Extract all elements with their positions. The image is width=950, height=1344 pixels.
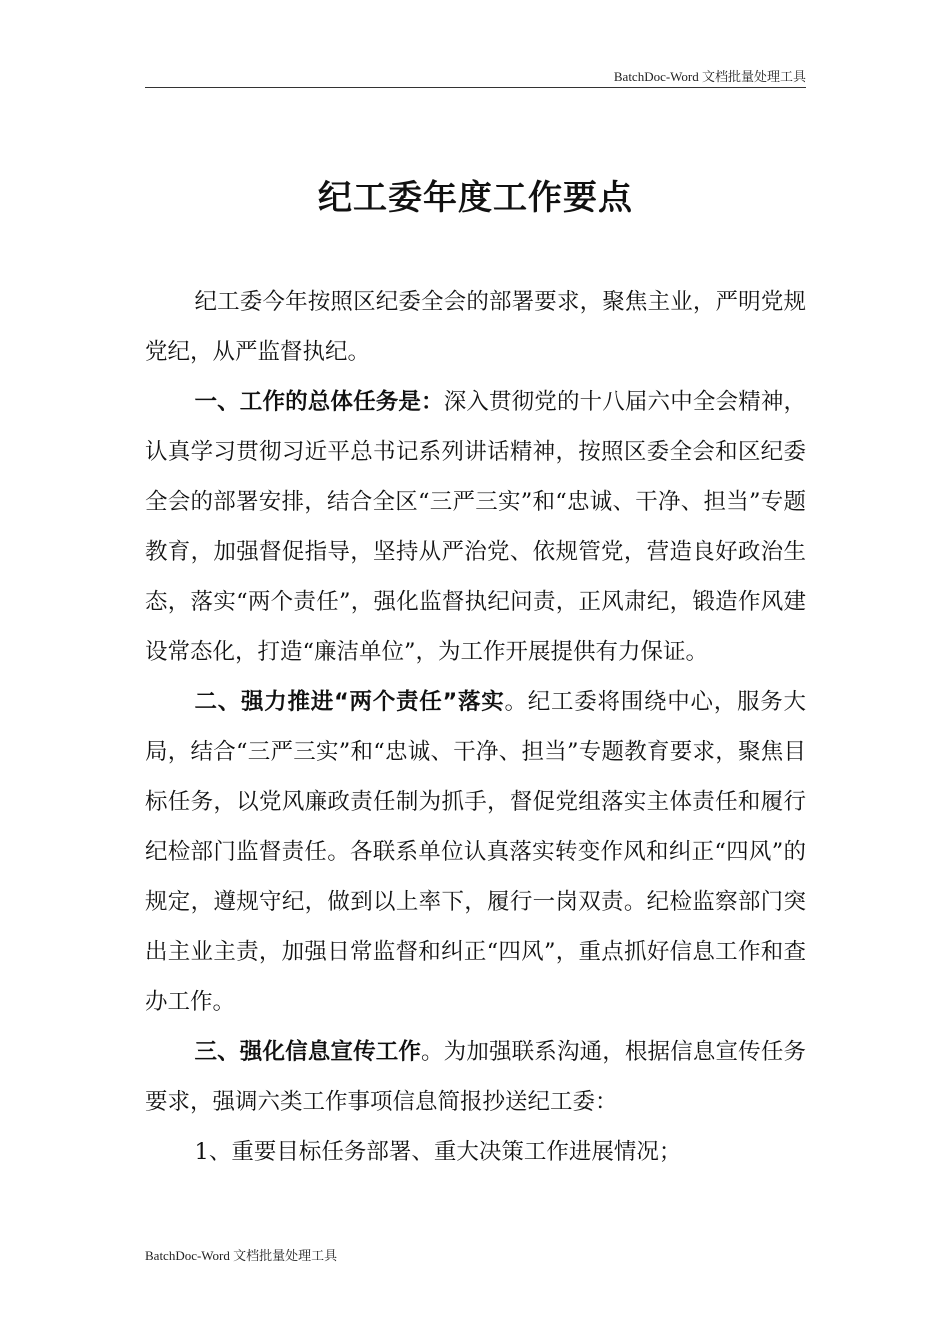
page-footer: BatchDoc-Word 文档批量处理工具 xyxy=(145,1248,338,1263)
list-item-1-paragraph xyxy=(145,1127,806,1177)
section-1-paragraph xyxy=(145,377,806,677)
section-1-heading: 一、工作的总体任务是： xyxy=(194,389,444,415)
section-2-text: 。纪工委将围绕中心，服务大局，结合“三严三实”和“忠诚、干净、担当”专题教育要求，聚焦目标任务，以党风廉政责任制为抓手，督促党组落实主体责任和履行纪检部门监督责任。各联系单位认真落实转变作风和纠正“四风”的规定，遵规守纪，做到以上率下，履行一岗双责。纪检监察部门突出主业主责，加强日常监督和纠正“四风”，重点抓好信息工作和查办工作。 xyxy=(145,689,806,1015)
header-rule xyxy=(145,87,806,88)
section-3-heading: 三、强化信息宣传工作 xyxy=(194,1039,422,1065)
document-body xyxy=(145,277,806,1177)
document-title: 纪工委年度工作要点 xyxy=(318,178,633,218)
page-header: BatchDoc-Word 文档批量处理工具 xyxy=(613,69,806,84)
section-2-paragraph xyxy=(145,677,806,1027)
section-2-heading: 二、强力推进“两个责任”落实 xyxy=(194,689,505,715)
section-3-paragraph xyxy=(145,1027,806,1127)
section-3-text: 。为加强联系沟通，根据信息宣传任务要求，强调六类工作事项信息简报抄送纪工委： xyxy=(145,1039,806,1115)
list-item-1-text: 1、重要目标任务部署、重大决策工作进展情况； xyxy=(194,1139,682,1165)
intro-paragraph xyxy=(145,277,806,377)
section-1-text: 深入贯彻党的十八届六中全会精神，认真学习贯彻习近平总书记系列讲话精神，按照区委全会和区纪委全会的部署安排，结合全区“三严三实”和“忠诚、干净、担当”专题教育，加强督促指导，坚持从严治党、依规管党，营造良好政治生态，落实“两个责任”，强化监督执纪问责，正风肃纪，锻造作风建设常态化，打造“廉洁单位”，为工作开展提供有力保证。 xyxy=(145,389,806,665)
intro-paragraph-text: 纪工委今年按照区纪委全会的部署要求，聚焦主业，严明党规党纪，从严监督执纪。 xyxy=(145,289,806,365)
